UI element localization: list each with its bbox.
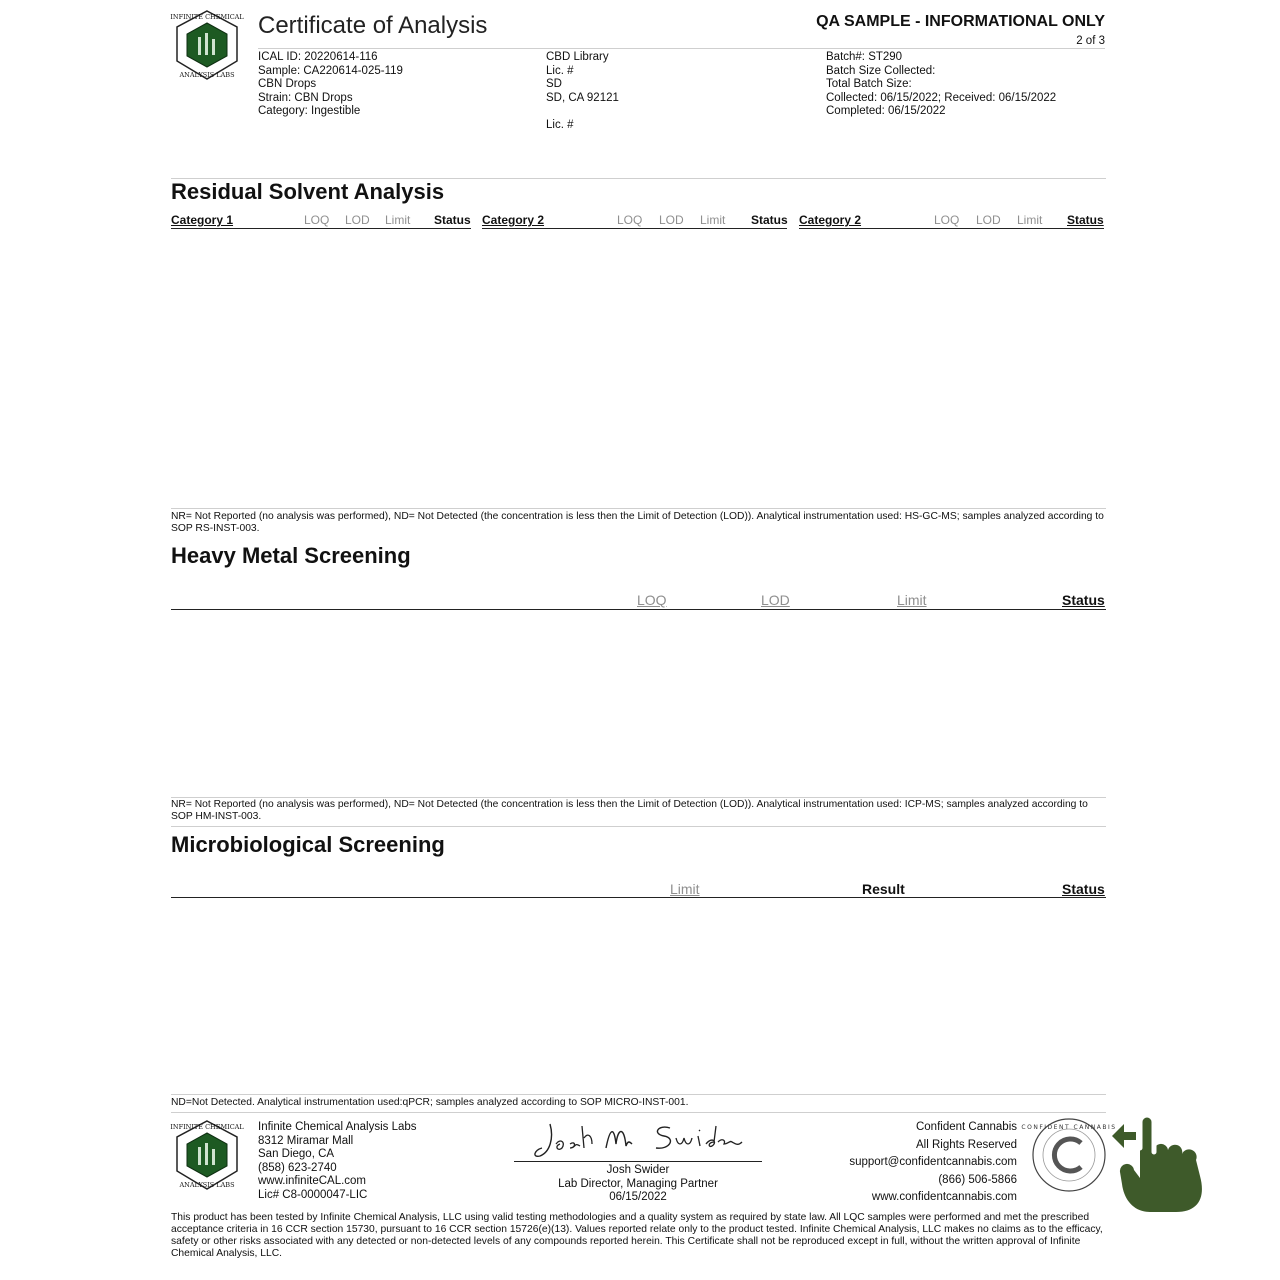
logo-text-bottom: ANALYSIS LABS [179, 71, 235, 79]
rs-col-lod-3: LOD [976, 213, 1001, 227]
micro-bottom-divider [171, 1094, 1106, 1095]
rs-bottom-divider [171, 508, 1106, 509]
footer-logo [171, 1119, 243, 1193]
cc-rights: All Rights Reserved [916, 1138, 1017, 1151]
rs-col-limit-3: Limit [1017, 213, 1043, 227]
rs-col-status-1: Status [434, 213, 471, 227]
lab-license: Lic# C8-0000047-LIC [258, 1188, 368, 1201]
signer-name: Josh Swider [606, 1164, 670, 1176]
batch-number: Batch#: ST290 [826, 51, 903, 63]
sample-ical-id: ICAL ID: 20220614-116 [258, 51, 378, 63]
rs-note: NR= Not Reported (no analysis was performed), ND= Not Detected (the concentration is less then the Limit of Detection (LOD)). Analytical instrumentation used: HS-GC-MS; samples analyzed according to SOP RS-INST-003. [171, 511, 1104, 534]
client-lic: Lic. # [546, 64, 574, 77]
ical-logo-icon [171, 9, 243, 83]
rs-header-rule-1 [171, 228, 471, 229]
signature-icon [520, 1114, 760, 1164]
micro-col-limit: Limit [670, 881, 700, 897]
rs-col-lod-1: LOD [345, 213, 370, 227]
pointing-hand-icon [1110, 1112, 1212, 1216]
hm-note: NR= Not Reported (no analysis was performed), ND= Not Detected (the concentration is less then the Limit of Detection (LOD)). Analytical instrumentation used: ICP-MS; samples analyzed according to SOP HM-INST-003. [171, 799, 1088, 822]
footer-logo-text-bottom: ANALYSIS LABS [179, 1181, 235, 1189]
batch-collected-received: Collected: 06/15/2022; Received: 06/15/2022 [826, 91, 1057, 104]
rs-col-cat2b: Category 2 [799, 213, 862, 227]
rs-col-loq-3: LOQ [934, 213, 960, 227]
rs-col-loq-1: LOQ [304, 213, 330, 227]
hm-title: Heavy Metal Screening [171, 543, 411, 568]
disclaimer: This product has been tested by Infinite Chemical Analysis, LLC using valid testing methodologies and a quality system as required by state law. All LQC samples were performed and met the prescribed acceptance criteria in 16 CCR section 15730, pursuant to 16 CCR section 15726(e)(13). Values reported relate only to the product tested. Infinite Chemical Analysis, LLC makes no claims as to the efficacy, safety or other risks associated with any detected or non-detected levels of any compounds reported herein. This Certificate shall not be reproduced except in full, without the written approval of Infinite Chemical Analysis, LLC. [171, 1212, 1103, 1259]
rs-col-lod-2: LOD [659, 213, 684, 227]
cc-info [849, 1119, 1017, 1207]
logo-text-top: INFINITE CHEMICAL [170, 13, 244, 21]
micro-note: ND=Not Detected. Analytical instrumentation used:qPCR; samples analyzed according to SOP MICRO-INST-001. [171, 1097, 689, 1108]
hm-header-rule [171, 609, 1106, 610]
cc-seal-text: CONFIDENT CANNABIS [1021, 1124, 1117, 1131]
signature [520, 1114, 760, 1164]
hm-col-status: Status [1062, 592, 1105, 608]
micro-header-rule [171, 897, 1106, 898]
page-title: Certificate of Analysis [258, 12, 488, 39]
client-address: SD, CA 92121 [546, 91, 619, 104]
signature-line [514, 1161, 762, 1162]
sample-id: Sample: CA220614-025-119 [258, 64, 403, 77]
footer-logo-text-top: INFINITE CHEMICAL [170, 1123, 244, 1131]
lab-street: 8312 Miramar Mall [258, 1134, 354, 1147]
cc-email: support@confidentcannabis.com [849, 1156, 1017, 1168]
batch-total-size: Total Batch Size: [826, 78, 912, 90]
lab-name: Infinite Chemical Analysis Labs [258, 1121, 417, 1133]
signer-block [514, 1164, 762, 1205]
rs-col-cat1: Category 1 [171, 213, 234, 227]
client-info [546, 51, 619, 105]
micro-title: Microbiological Screening [171, 832, 445, 857]
micro-col-result: Result [862, 881, 905, 897]
lab-website: www.infiniteCAL.com [258, 1175, 367, 1187]
lab-address [258, 1121, 417, 1202]
batch-info [826, 51, 1056, 119]
qa-notice: QA SAMPLE - INFORMATIONAL ONLY [816, 13, 1105, 30]
signer-date: 06/15/2022 [609, 1191, 667, 1203]
lab-city: San Diego, CA [258, 1148, 335, 1160]
hm-col-loq: LOQ [637, 592, 667, 608]
hm-col-limit: Limit [897, 592, 927, 608]
rs-col-cat2: Category 2 [482, 213, 545, 227]
rs-col-limit-2: Limit [700, 213, 726, 227]
sample-name: CBN Drops [258, 78, 317, 90]
rs-col-status-2: Status [751, 213, 788, 227]
rs-col-loq-2: LOQ [617, 213, 643, 227]
batch-completed: Completed: 06/15/2022 [826, 105, 946, 117]
lab-phone: (858) 623-2740 [258, 1161, 337, 1174]
cc-name: Confident Cannabis [915, 1121, 1017, 1133]
rs-header-rule-3 [799, 228, 1104, 229]
confident-cannabis-seal-icon [1021, 1117, 1117, 1193]
signer-title: Lab Director, Managing Partner [558, 1177, 718, 1190]
cc-phone: (866) 506-5866 [938, 1173, 1017, 1186]
client-city: SD [546, 78, 562, 90]
hm-col-lod: LOD [761, 592, 790, 608]
hm-note-divider [171, 826, 1106, 827]
hand-pointer[interactable] [1110, 1112, 1212, 1216]
hm-bottom-divider [171, 797, 1106, 798]
header-divider [258, 48, 1105, 49]
cc-seal [1021, 1117, 1117, 1193]
ical-footer-logo-icon [171, 1119, 243, 1193]
batch-size-collected: Batch Size Collected: [826, 64, 936, 77]
sample-category: Category: Ingestible [258, 105, 361, 117]
client-lic-2: Lic. # [546, 119, 574, 131]
sample-info [258, 51, 403, 119]
client-name: CBD Library [546, 51, 609, 63]
header-logo [171, 9, 243, 83]
footer-divider [171, 1112, 1106, 1113]
rs-header-rule-2 [482, 228, 787, 229]
rs-title: Residual Solvent Analysis [171, 179, 445, 204]
page-number: 2 of 3 [1076, 35, 1105, 47]
cc-website: www.confidentcannabis.com [871, 1191, 1017, 1203]
rs-col-status-3: Status [1067, 213, 1104, 227]
sample-strain: Strain: CBN Drops [258, 91, 353, 104]
micro-col-status: Status [1062, 881, 1105, 897]
rs-col-limit-1: Limit [385, 213, 411, 227]
